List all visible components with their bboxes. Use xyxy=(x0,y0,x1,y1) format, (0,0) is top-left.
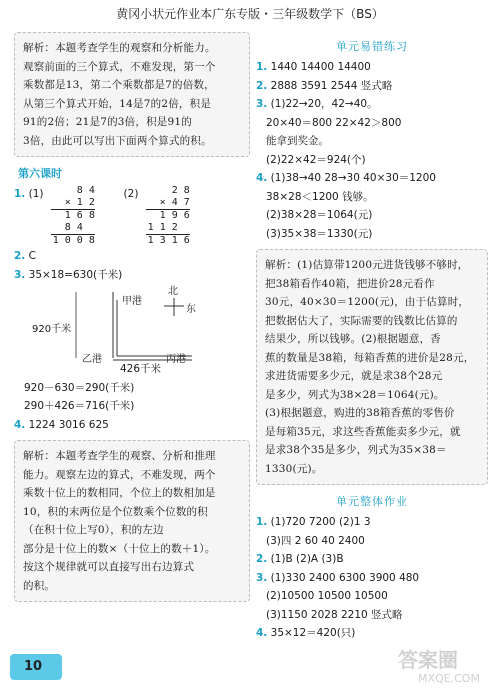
analysis-line: 从第三个算式开始，14是7的2倍，积是 xyxy=(23,97,212,110)
calc-row: 1 3 1 6 xyxy=(147,235,190,246)
answer-line: 38×28＜1200 钱够。 xyxy=(266,190,374,203)
page-number: 10 xyxy=(10,654,62,680)
vertical-calc-1 xyxy=(51,185,95,247)
analysis-line: 解析：(1)估算带1200元进货钱够不够时， xyxy=(265,259,469,271)
left-column xyxy=(14,32,250,602)
vertical-calc-2 xyxy=(146,185,190,247)
right-q3 xyxy=(256,95,488,114)
question-number: 2. xyxy=(256,553,268,565)
analysis-line: 蕉的数量是38箱，每箱香蕉的进价是28元， xyxy=(265,351,475,364)
calc-row: 2 8 xyxy=(171,185,190,196)
section-title: 第六课时 xyxy=(18,167,62,180)
answer-text: (1)B (2)A (3)B xyxy=(270,553,344,565)
answer-text: 2888 3591 2544 竖式略 xyxy=(270,79,393,92)
binggang-label: 丙港 xyxy=(166,354,186,365)
analysis-line: 3倍，由此可以写出下面两个算式的积。 xyxy=(23,134,212,147)
analysis-line: 观察前面的三个算式，不难发现，第一个 xyxy=(23,60,216,73)
analysis-line: 能力。观察左边的算式，不难发现，两个 xyxy=(23,468,216,481)
question-number: 4. xyxy=(256,627,268,639)
right-column xyxy=(256,32,488,643)
answer-text: 1224 3016 625 xyxy=(28,418,109,431)
question-number: 3. xyxy=(14,268,26,281)
distance-920-label: 920千米 xyxy=(32,324,72,335)
question-number: 1. xyxy=(256,516,268,528)
analysis-line: 30元，40×30＝1200(元)，由于估算时， xyxy=(265,296,470,308)
right-q1 xyxy=(256,58,488,77)
answer-line: (2)38×28＝1064(元) xyxy=(266,209,373,221)
answer-line: (3)1150 2028 2210 竖式略 xyxy=(266,608,403,621)
route-map xyxy=(14,286,250,364)
answer-text: 35×18=630(千米) xyxy=(28,268,123,281)
question-1 xyxy=(14,185,250,247)
answer-text: 1440 14400 14400 xyxy=(270,61,371,73)
right-q2 xyxy=(256,77,488,96)
jiagang-label: 甲港 xyxy=(122,296,142,307)
calc-row: 1 6 8 xyxy=(64,210,95,221)
unit-errors-title: 单元易错练习 xyxy=(336,40,408,53)
question-3 xyxy=(14,266,250,285)
answer-line: (2)22×42＝924(个) xyxy=(266,153,366,166)
calc-row: 1 9 6 xyxy=(159,210,190,221)
analysis-line: 部分是十位上的数×（十位上的数＋1）。 xyxy=(23,542,216,555)
overall-q4 xyxy=(256,624,488,643)
calc-row: × 4 7 xyxy=(146,197,190,210)
analysis-line: 是多少，列式为38×28＝1064(元)。 xyxy=(265,388,445,401)
calc-line: 290＋426＝716(千米) xyxy=(24,400,135,412)
analysis-line: 解析：本题考查学生的观察、分析和推理 xyxy=(23,450,216,462)
question-number: 1. xyxy=(256,61,268,73)
answer-line: (3)四 2 60 40 2400 xyxy=(266,534,365,547)
calc-row: 1 0 0 8 xyxy=(52,235,95,246)
right-q4 xyxy=(256,169,488,188)
analysis-box-3 xyxy=(256,249,488,485)
question-number: 1. xyxy=(14,188,26,200)
question-number: 4. xyxy=(256,172,268,184)
question-4 xyxy=(14,416,250,435)
overall-q2 xyxy=(256,550,488,569)
answer-text: (1)330 2400 6300 3900 480 xyxy=(270,571,420,584)
analysis-line: 求进货需要多少元，就是求38个28元 xyxy=(265,370,443,382)
analysis-box-1 xyxy=(14,32,250,157)
analysis-line: 91的2倍；21是7的3倍，积是91的 xyxy=(23,116,192,128)
answer-text: (1)22→20，42→40。 xyxy=(270,98,378,110)
calc-line: 920－630＝290(千米) xyxy=(24,381,135,394)
answer-text: (1)38→40 28→30 40×30＝1200 xyxy=(270,172,436,184)
answer-line: (3)35×38＝1330(元) xyxy=(266,227,373,240)
analysis-line: （在积十位上写0），积的左边 xyxy=(23,524,164,536)
analysis-line: 结果少，所以钱够。(2)根据题意，香 xyxy=(265,333,441,345)
watermark-logo: 答案圈 xyxy=(398,648,458,672)
yigang-label: 乙港 xyxy=(82,354,102,365)
north-label: 北 xyxy=(168,286,178,297)
analysis-line: 是每箱35元，求这些香蕉能卖多少元，就 xyxy=(265,425,461,438)
analysis-line: 是求38个35是多少，列式为35×38＝ xyxy=(265,444,447,456)
question-2 xyxy=(14,247,250,266)
analysis-line: 把数据估大了，实际需要的钱数比估算的 xyxy=(265,314,458,327)
analysis-line: 乘数都是13，第二个乘数都是7的倍数， xyxy=(23,79,215,91)
page-header: 黄冈小状元作业本广东专版・三年级数学下（BS） xyxy=(116,7,384,21)
overall-q1 xyxy=(256,513,488,532)
calc-row: 1 1 2 xyxy=(146,222,190,235)
question-number: 4. xyxy=(14,418,26,431)
analysis-line: 解析：本题考查学生的观察和分析能力。 xyxy=(23,42,216,54)
answer-text: 35×12＝420(只) xyxy=(270,627,356,639)
calc-tag: (1) xyxy=(28,188,44,200)
watermark-url: MXQE.COM xyxy=(418,672,480,685)
overall-q3 xyxy=(256,569,488,588)
answer-text: C xyxy=(28,250,36,262)
analysis-line: (3)根据题意，购进的38箱香蕉的零售价 xyxy=(265,407,455,419)
distance-426-label: 426千米 xyxy=(120,363,162,375)
analysis-line: 1330(元)。 xyxy=(265,462,323,475)
question-number: 3. xyxy=(256,98,268,110)
analysis-line: 乘数十位上的数相同，个位上的数相加是 xyxy=(23,487,216,499)
question-number: 2. xyxy=(256,79,268,92)
answer-line: 能拿到奖金。 xyxy=(266,135,329,147)
calc-row: 8 4 xyxy=(76,185,95,196)
question-number: 2. xyxy=(14,250,26,262)
analysis-line: 的积。 xyxy=(23,579,56,592)
calc-row: 8 4 xyxy=(51,222,95,235)
analysis-box-2 xyxy=(14,440,250,602)
calc-tag: (2) xyxy=(123,188,139,200)
question-number: 3. xyxy=(256,571,268,584)
analysis-line: 10，积的末两位是个位数乘个位数的积 xyxy=(23,505,208,518)
unit-overall-title: 单元整体作业 xyxy=(336,495,408,508)
analysis-line: 按这个规律就可以直接写出右边算式 xyxy=(23,561,195,573)
answer-line: (2)10500 10500 10500 xyxy=(266,590,388,602)
answer-line: 20×40＝800 22×42＞800 xyxy=(266,116,402,129)
east-label: 东 xyxy=(186,304,196,315)
calc-row: × 1 2 xyxy=(51,197,95,210)
answer-text: (1)720 7200 (2)1 3 xyxy=(270,516,371,528)
analysis-line: 把38箱看作40箱，把进价28元看作 xyxy=(265,277,435,290)
